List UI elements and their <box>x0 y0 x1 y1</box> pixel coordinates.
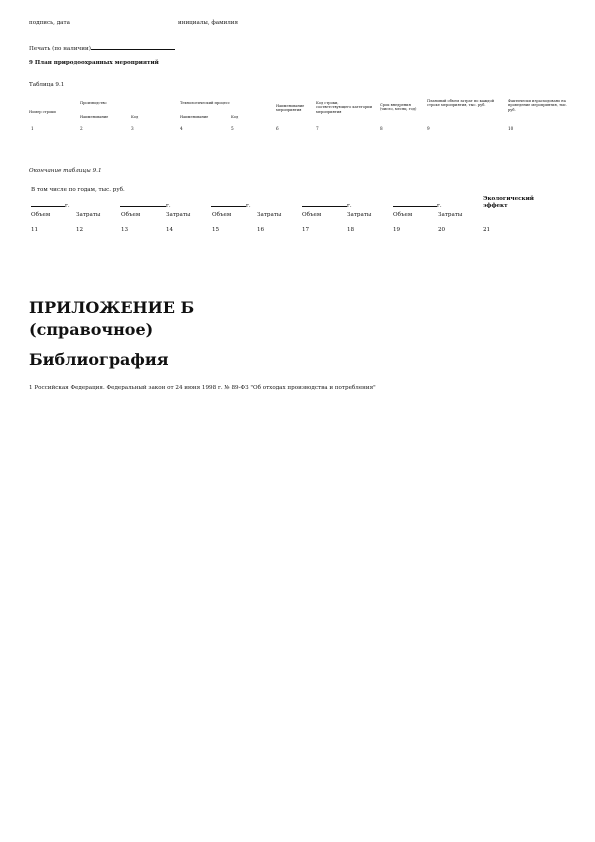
bibliography-heading: Библиография <box>29 350 169 369</box>
year-cell-2 <box>120 200 171 210</box>
colnum-16: 16 <box>257 227 265 233</box>
colnum-1: 1 <box>31 126 34 131</box>
col-tech-code: Код <box>231 115 239 119</box>
volume-header: Объем <box>31 212 51 218</box>
costs-header: Затраты <box>257 212 282 218</box>
year-cell-4 <box>302 200 352 210</box>
col-actual-cost: Фактически израсходовано на проведение мероприятия, тыс. руб. <box>508 99 568 112</box>
volume-header: Объем <box>121 212 141 218</box>
col-planned-cost: Плановый объем затрат по каждой строке мероприятия, тыс. руб. <box>427 99 495 108</box>
colnum-4: 4 <box>180 126 183 131</box>
costs-header: Затраты <box>438 212 463 218</box>
col-deadline: Срок внедрения (число, месяц, год) <box>380 103 417 112</box>
colnum-20: 20 <box>438 227 446 233</box>
stamp-line <box>29 43 175 53</box>
continuation-label: Окончание таблицы 9.1 <box>29 168 102 174</box>
colnum-7: 7 <box>316 126 319 131</box>
table-label: Таблица 9.1 <box>29 82 65 88</box>
by-year-label: В том числе по годам, тыс. руб. <box>31 187 125 193</box>
year-suffix: г. <box>65 203 70 209</box>
initials-surname-label: инициалы, фамилия <box>178 20 239 26</box>
colnum-10: 10 <box>508 126 514 131</box>
colnum-9: 9 <box>427 126 430 131</box>
colnum-14: 14 <box>166 227 174 233</box>
colnum-18: 18 <box>347 227 355 233</box>
colnum-21: 21 <box>483 227 491 233</box>
col-tech-process: Технологический процесс <box>180 101 230 105</box>
year-cell-5 <box>393 200 442 210</box>
colnum-12: 12 <box>76 227 84 233</box>
colnum-6: 6 <box>276 126 279 131</box>
colnum-8: 8 <box>380 126 383 131</box>
year-underline <box>120 200 166 207</box>
colnum-3: 3 <box>131 126 134 131</box>
col-tech-name: Наименование <box>180 115 209 119</box>
col-production: Производство <box>80 101 107 105</box>
signature-date-label: подпись, дата <box>29 20 70 26</box>
col-row-number: Номер строки <box>29 110 56 114</box>
colnum-19: 19 <box>393 227 401 233</box>
year-underline <box>393 200 437 207</box>
year-cell-3 <box>211 200 251 210</box>
year-suffix: г. <box>246 203 251 209</box>
colnum-15: 15 <box>212 227 220 233</box>
colnum-2: 2 <box>80 126 83 131</box>
appendix-title: ПРИЛОЖЕНИЕ Б <box>29 298 195 317</box>
costs-header: Затраты <box>76 212 101 218</box>
eco-effect-header: Экологический эффект <box>483 196 534 209</box>
volume-header: Объем <box>393 212 413 218</box>
year-underline <box>31 200 65 207</box>
year-suffix: г. <box>347 203 352 209</box>
stamp-label: Печать (по наличии) <box>29 46 91 52</box>
year-suffix: г. <box>437 203 442 209</box>
col-measure-name: Наименование мероприятия <box>276 104 305 113</box>
year-underline <box>211 200 246 207</box>
col-code-string: Код строки, соответствующего категории мероприятия <box>316 101 373 114</box>
col-production-name: Наименование <box>80 115 109 119</box>
section-title: 9 План природоохранных мероприятий <box>29 60 159 66</box>
colnum-13: 13 <box>121 227 129 233</box>
colnum-17: 17 <box>302 227 310 233</box>
stamp-underline <box>91 43 175 50</box>
appendix-subtitle: (справочное) <box>29 320 154 339</box>
volume-header: Объем <box>302 212 322 218</box>
costs-header: Затраты <box>347 212 372 218</box>
year-cell-1 <box>31 200 70 210</box>
year-suffix: г. <box>166 203 171 209</box>
year-underline <box>302 200 347 207</box>
col-production-code: Код <box>131 115 139 119</box>
colnum-11: 11 <box>31 227 39 233</box>
volume-header: Объем <box>212 212 232 218</box>
costs-header: Затраты <box>166 212 191 218</box>
bibliography-item-1: 1 Российская Федерация. Федеральный закон от 24 июня 1998 г. № 89-ФЗ "Об отходах производства и потребления" <box>29 385 376 391</box>
colnum-5: 5 <box>231 126 234 131</box>
